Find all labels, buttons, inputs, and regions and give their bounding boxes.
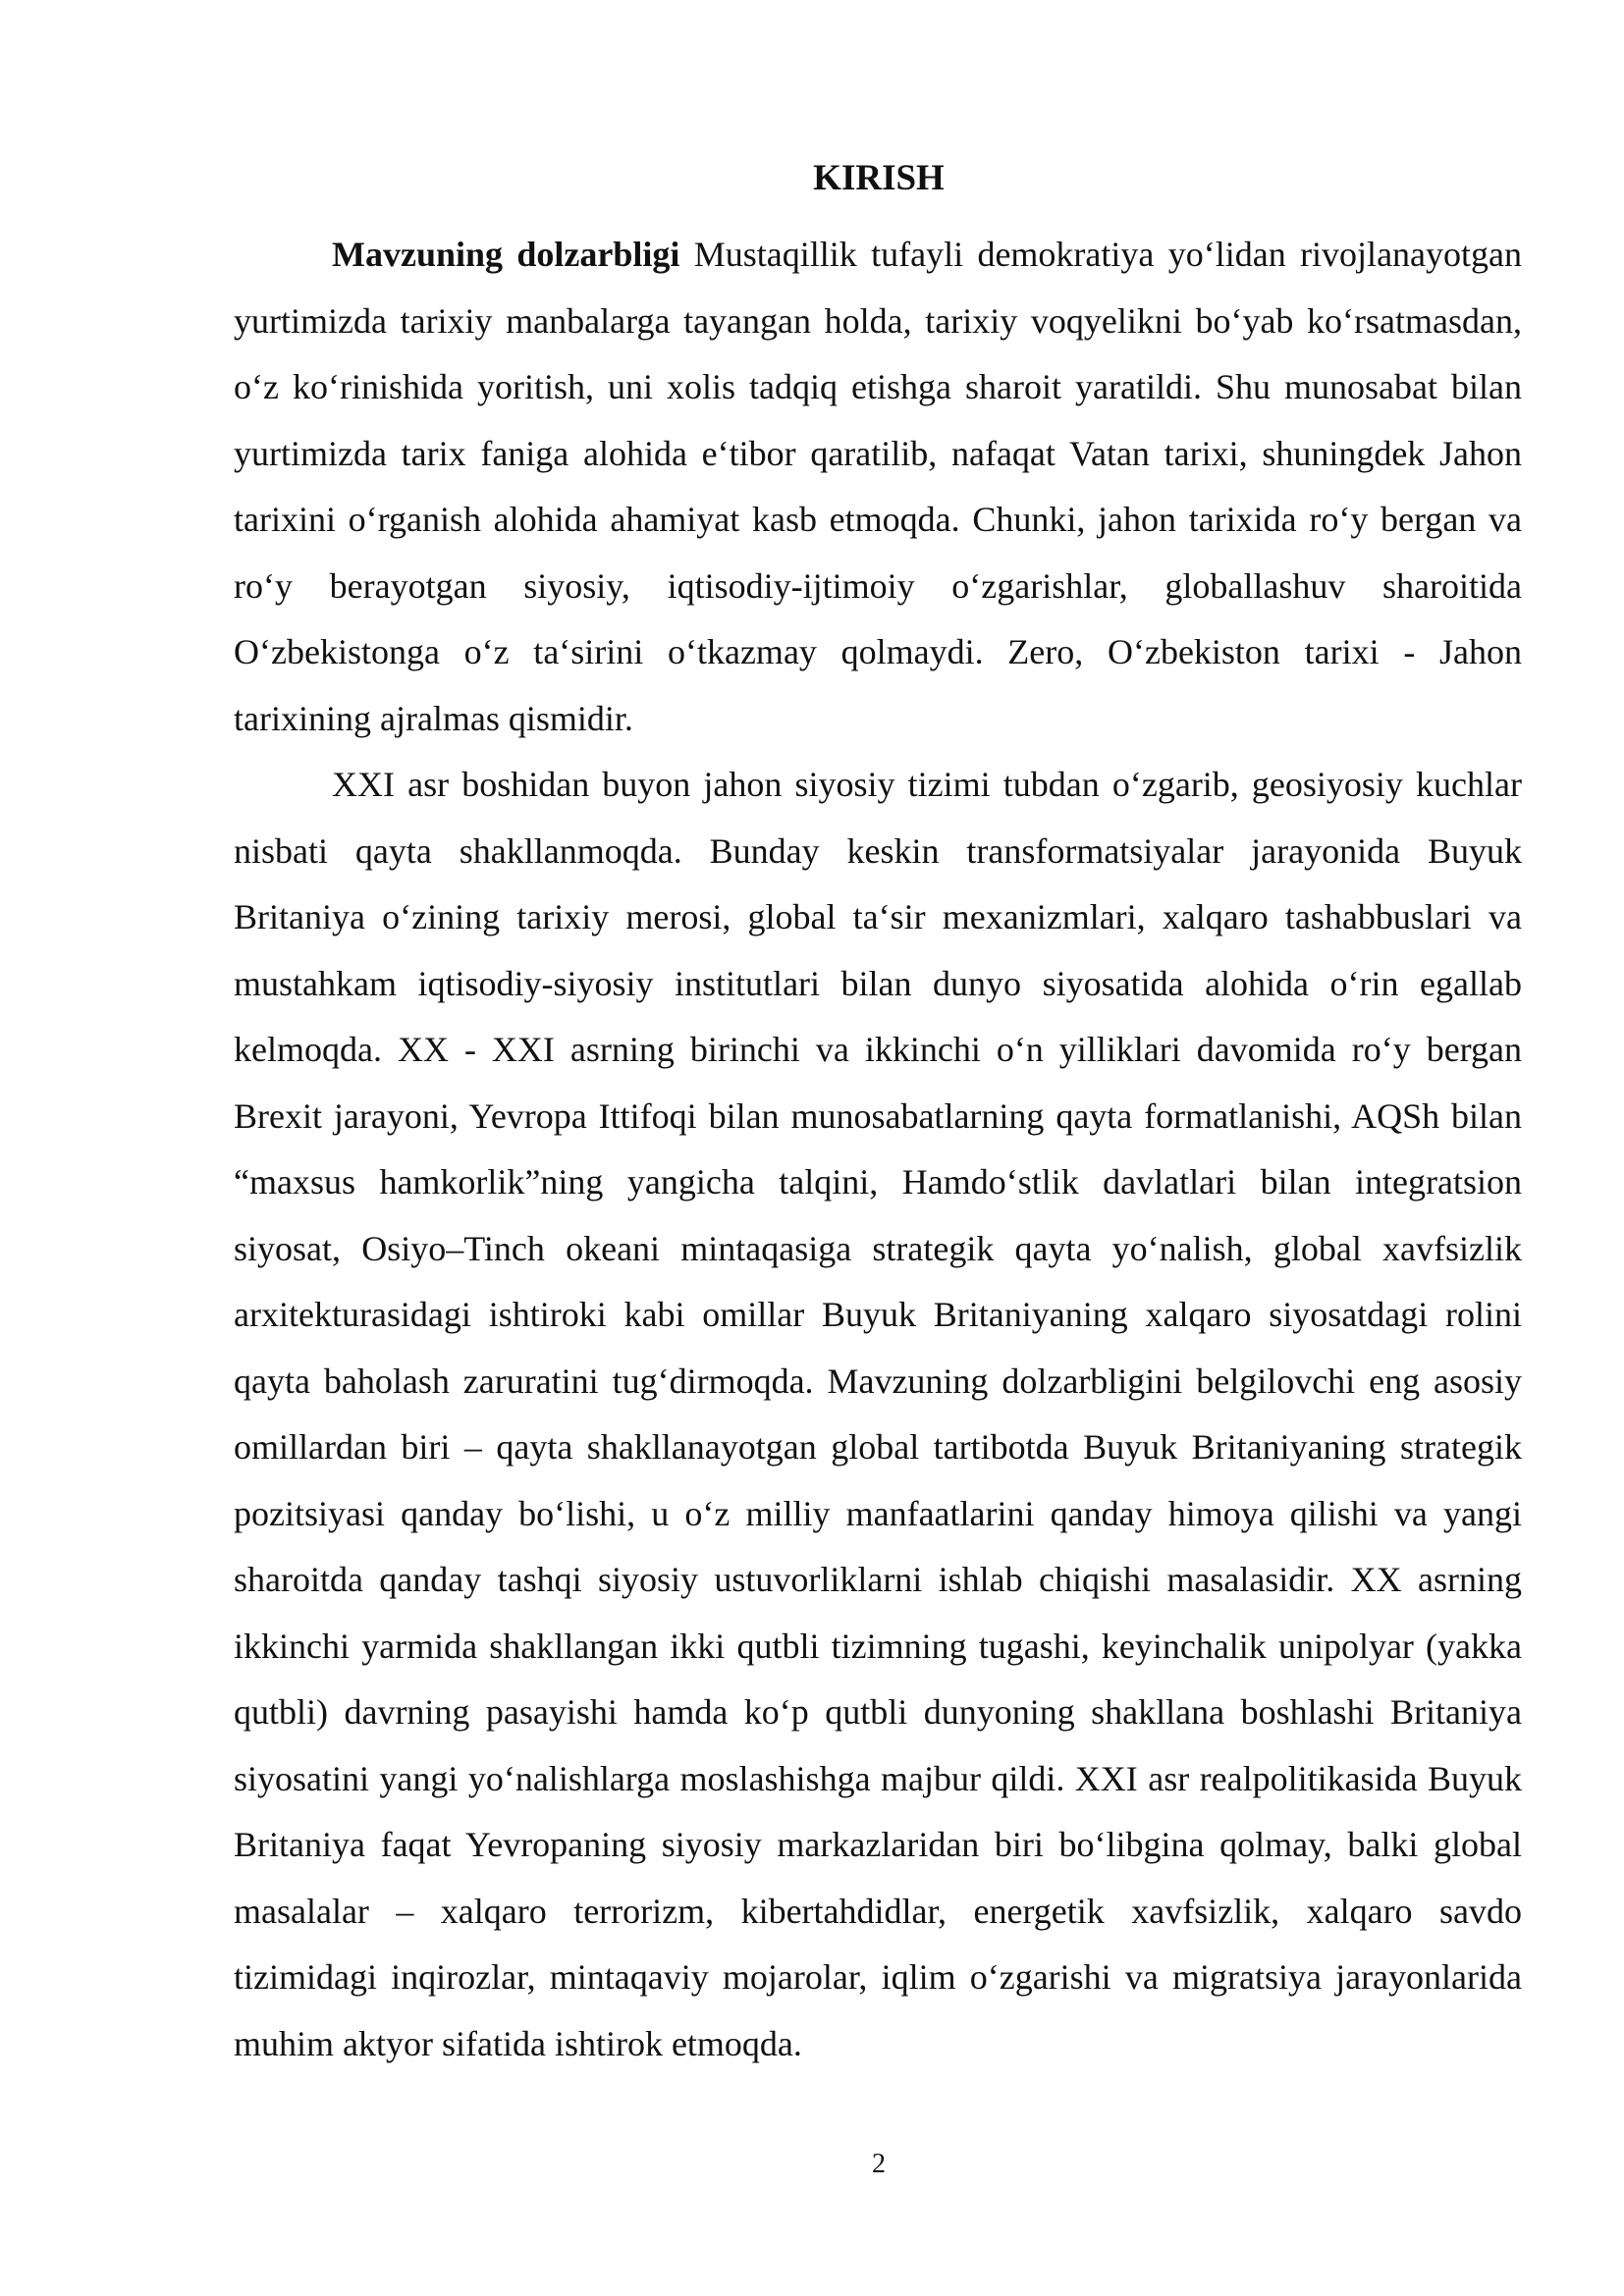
page-number: 2: [872, 2149, 886, 2179]
section-title: KIRISH: [813, 158, 945, 198]
paragraph-lead: Mavzuning dolzarbligi: [332, 235, 680, 274]
paragraph-text: Mustaqillik tufayli demokratiya yo‘lidan rivojlanayotgan yurtimizda tarixiy manbalarga tayangan holda, tarixiy voqyelikni bo‘yab ko‘rsatmasdan, o‘z ko‘rinishida yoritish, uni xolis tadqiq etishga sharoit yaratildi. Shu munosabat bilan yurtimizda tarix faniga alohida e‘tibor qaratilib, nafaqat Vatan tarixi, shuningdek Jahon tarixini o‘rganish alohida ahamiyat kasb etmoqda. Chunki, jahon tarixida ro‘y bergan va ro‘y berayotgan siyosiy, iqtisodiy-ijtimoiy o‘zgarishlar, globallashuv sharoitida O‘zbekistonga o‘z ta‘sirini o‘tkazmay qolmaydi. Zero, O‘zbekiston tarixi - Jahon tarixining ajralmas qismidir.: [234, 235, 1522, 738]
paragraph-relevance: [234, 222, 1522, 752]
paragraph-context: [234, 752, 1522, 2077]
paragraph-text: XXI asr boshidan buyon jahon siyosiy tizimi tubdan o‘zgarib, geosiyosiy kuchlar nisbati qayta shakllanmoqda. Bunday keskin transformatsiyalar jarayonida Buyuk Britaniya o‘zining tarixiy merosi, global ta‘sir mexanizmlari, xalqaro tashabbuslari va mustahkam iqtisodiy-siyosiy institutlari bilan dunyo siyosatida alohida o‘rin egallab kelmoqda. XX - XXI asrning birinchi va ikkinchi o‘n yilliklari davomida ro‘y bergan Brexit jarayoni, Yevropa Ittifoqi bilan munosabatlarning qayta formatlanishi, AQSh bilan “maxsus hamkorlik”ning yangicha talqini, Hamdo‘stlik davlatlari bilan integratsion siyosat, Osiyo–Tinch okeani mintaqasiga strategik qayta yo‘nalish, global xavfsizlik arxitekturasidagi ishtiroki kabi omillar Buyuk Britaniyaning xalqaro siyosatdagi rolini qayta baholash zaruratini tug‘dirmoqda. Mavzuning dolzarbligini belgilovchi eng asosiy omillardan biri – qayta shakllanayotgan global tartibotda Buyuk Britaniyaning strategik pozitsiyasi qanday bo‘lishi, u o‘z milliy manfaatlarini qanday himoya qilishi va yangi sharoitda qanday tashqi siyosiy ustuvorliklarni ishlab chiqishi masalasidir. XX asrning ikkinchi yarmida shakllangan ikki qutbli tizimning tugashi, keyinchalik unipolyar (yakka qutbli) davrning pasayishi hamda ko‘p qutbli dunyoning shakllana boshlashi Britaniya siyosatini yangi yo‘nalishlarga moslashishga majbur qildi. XXI asr realpolitikasida Buyuk Britaniya faqat Yevropaning siyosiy markazlaridan biri bo‘libgina qolmay, balki global masalalar – xalqaro terrorizm, kibertahdidlar, energetik xavfsizlik, xalqaro savdo tizimidagi inqirozlar, mintaqaviy mojarolar, iqlim o‘zgarishi va migratsiya jarayonlarida muhim aktyor sifatida ishtirok etmoqda.: [234, 765, 1522, 2063]
body-text: [234, 222, 1522, 2077]
